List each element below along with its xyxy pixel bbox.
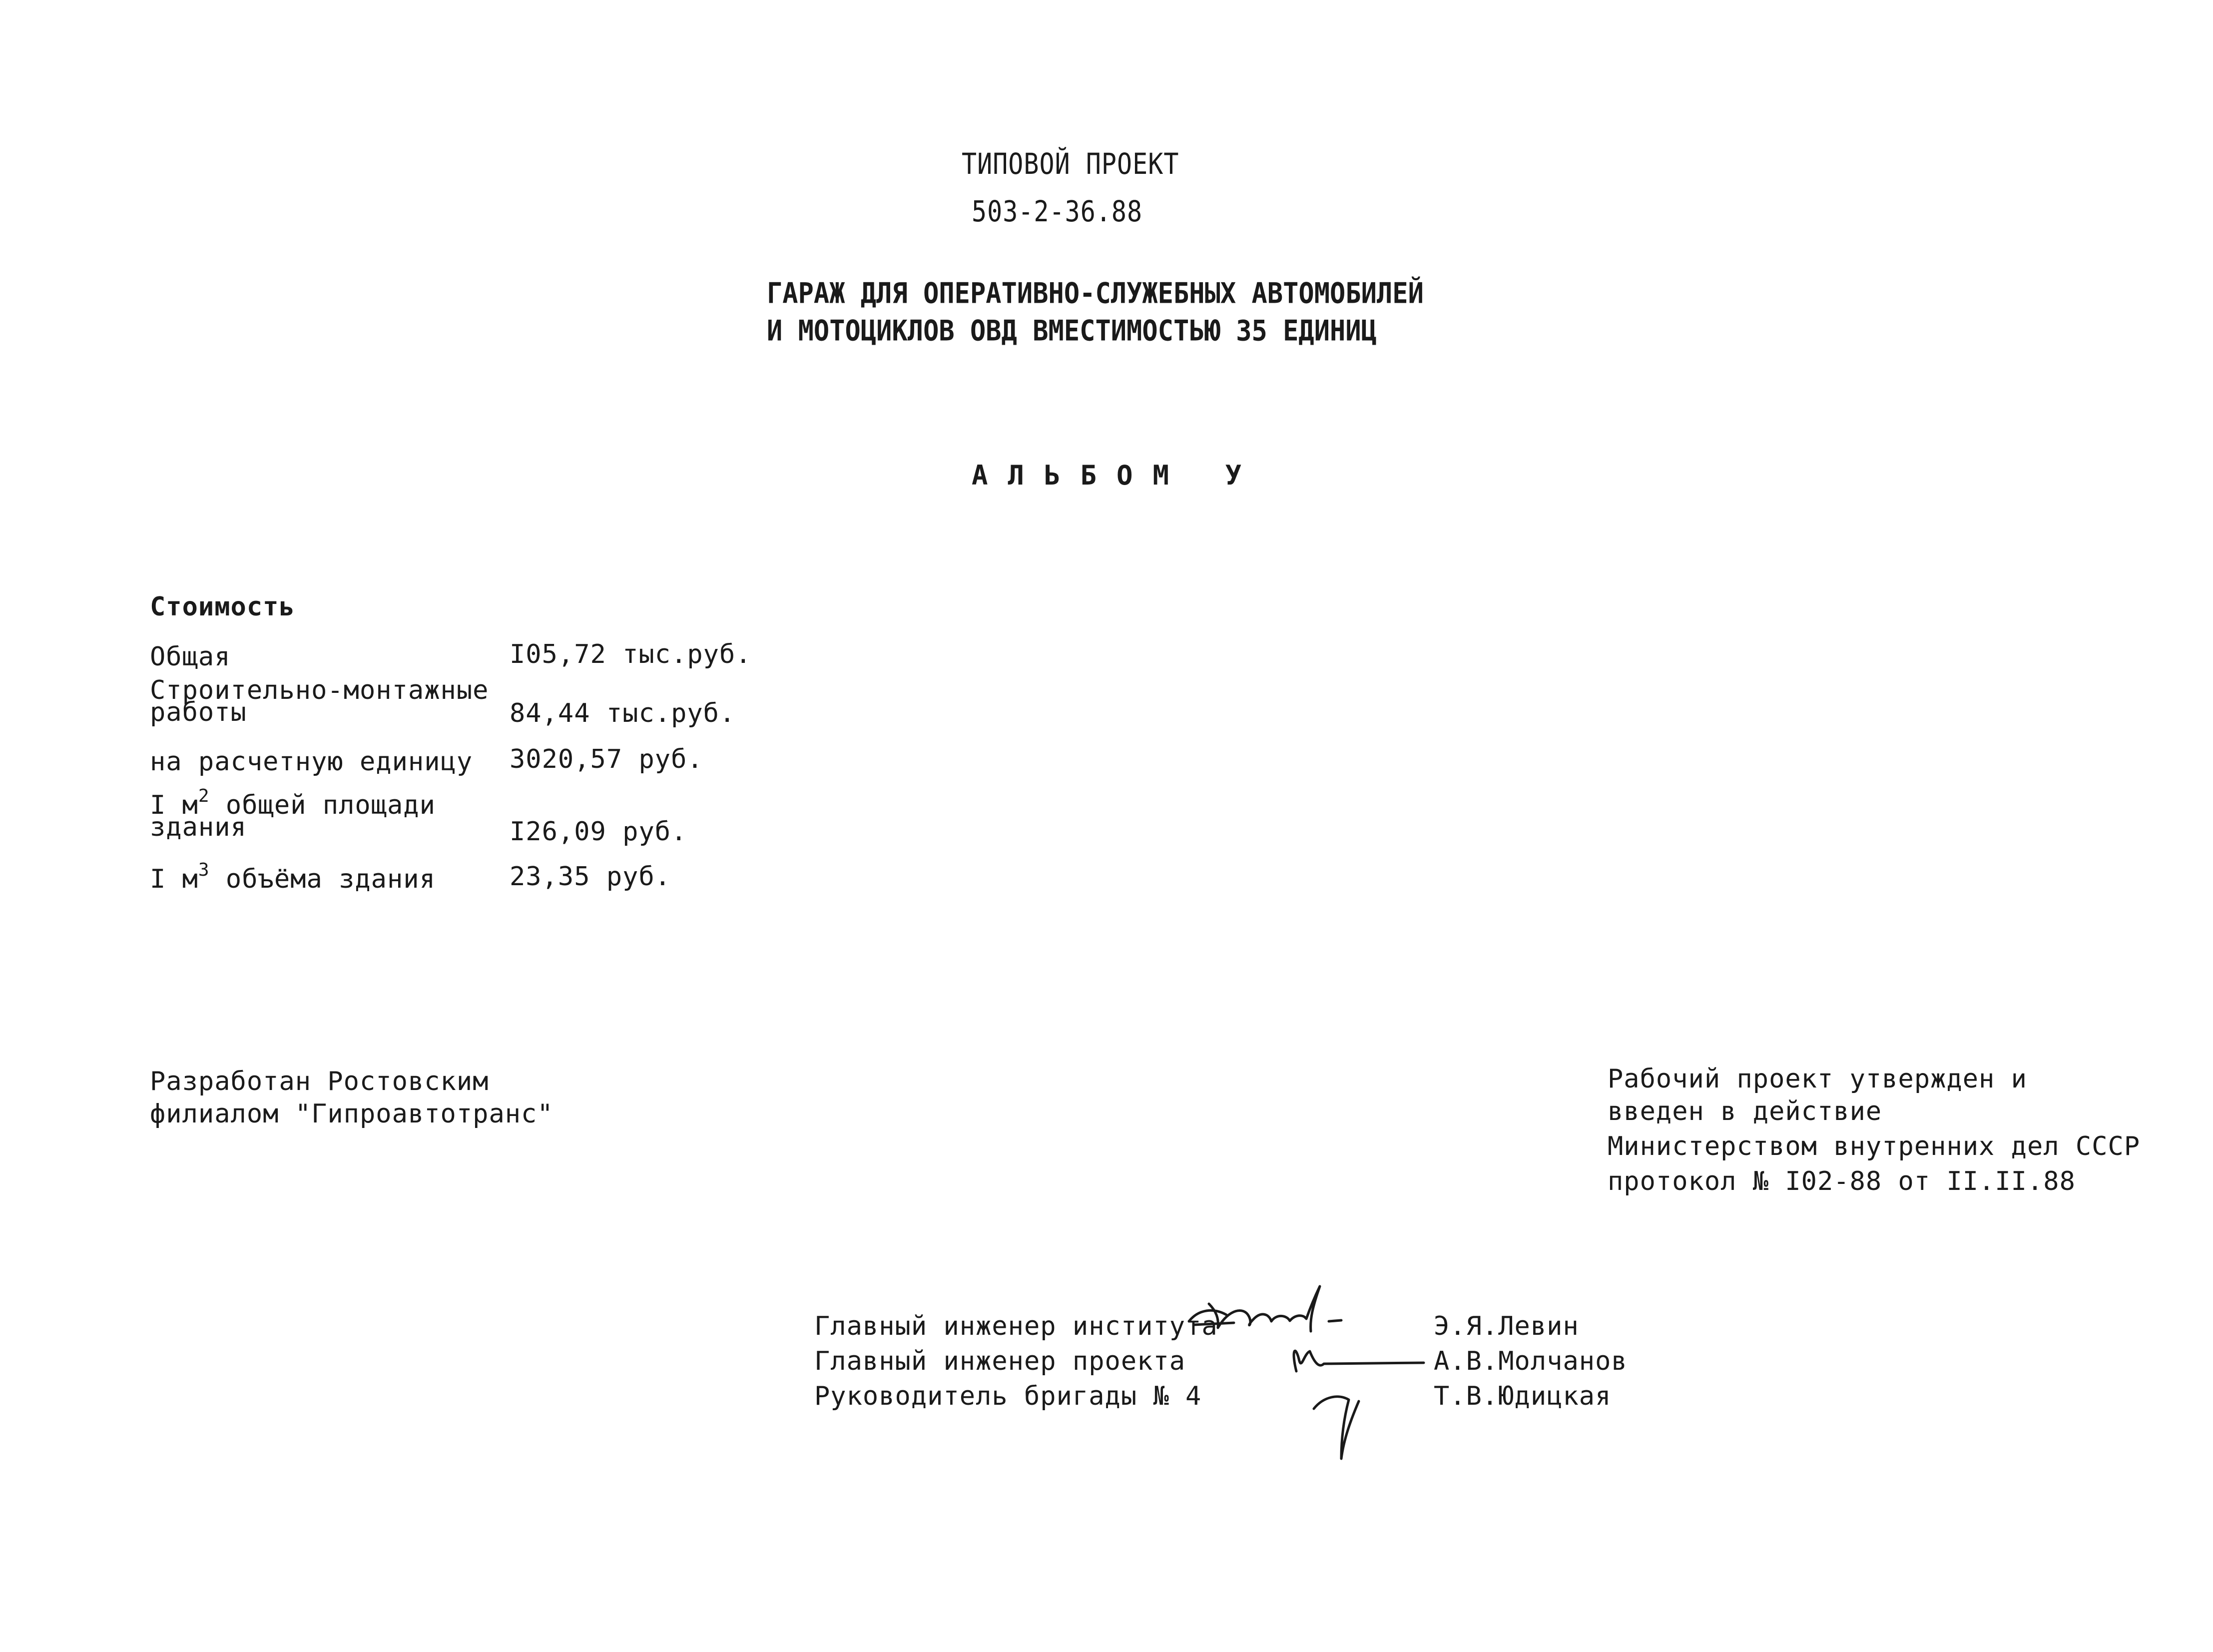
cost-per-unit-label: на расчетную единицу [150,747,473,777]
cost-per-m3-value: 23,35 руб. [510,862,671,892]
handwritten-signatures [1179,1269,1439,1479]
signatory-role-3: Руководитель бригады № 4 [814,1381,1202,1411]
cost-total-value: I05,72 тыс.руб. [510,639,752,669]
cost-per-m3-label: I $м^3$ объёма здания [150,859,436,894]
cost-per-m2-value: I26,09 руб. [510,817,687,847]
approval-line-3: Министерством внутренних дел СССР [1608,1131,2141,1161]
signatory-role-2: Главный инженер проекта [814,1346,1186,1376]
signatory-name-3: Т.В.Юдицкая [1434,1381,1612,1411]
approval-line-1: Рабочий проект утвержден и [1608,1064,2027,1094]
signatory-name-1: Э.Я.Левин [1434,1311,1579,1341]
signatory-name-2: А.В.Молчанов [1434,1346,1628,1376]
approval-line-4: протокол № I02-88 от II.II.88 [1608,1166,2076,1196]
title-line-1: ГАРАЖ ДЛЯ ОПЕРАТИВНО-СЛУЖЕБНЫХ АВТОМОБИЛЕЙ [767,277,1424,310]
project-type: ТИПОВОЙ ПРОЕКТ [962,147,1179,181]
developer-line-2: филиалом "Гипроавтотранс" [150,1099,553,1129]
title-line-2: И МОТОЦИКЛОВ ОВД ВМЕСТИМОСТЬЮ 35 ЕДИНИЦ [767,315,1377,348]
cost-heading: Стоимость [150,592,295,622]
project-number: 503-2-36.88 [972,195,1143,228]
developer-line-1: Разработан Ростовским [150,1067,489,1097]
signatory-role-1: Главный инженер института [814,1311,1218,1341]
cost-total-label: Общая [150,642,231,672]
cost-construction-label: Строительно-монтажные работы [150,675,489,727]
cost-per-m2-label: I $м^2$ общей площади здания [150,785,436,842]
cost-construction-value: 84,44 тыс.руб. [510,698,736,728]
album-title: АЛЬБОМ У [972,460,1262,491]
cost-per-unit-value: 3020,57 руб. [510,744,703,774]
approval-line-2: введен в действие [1608,1097,1882,1126]
